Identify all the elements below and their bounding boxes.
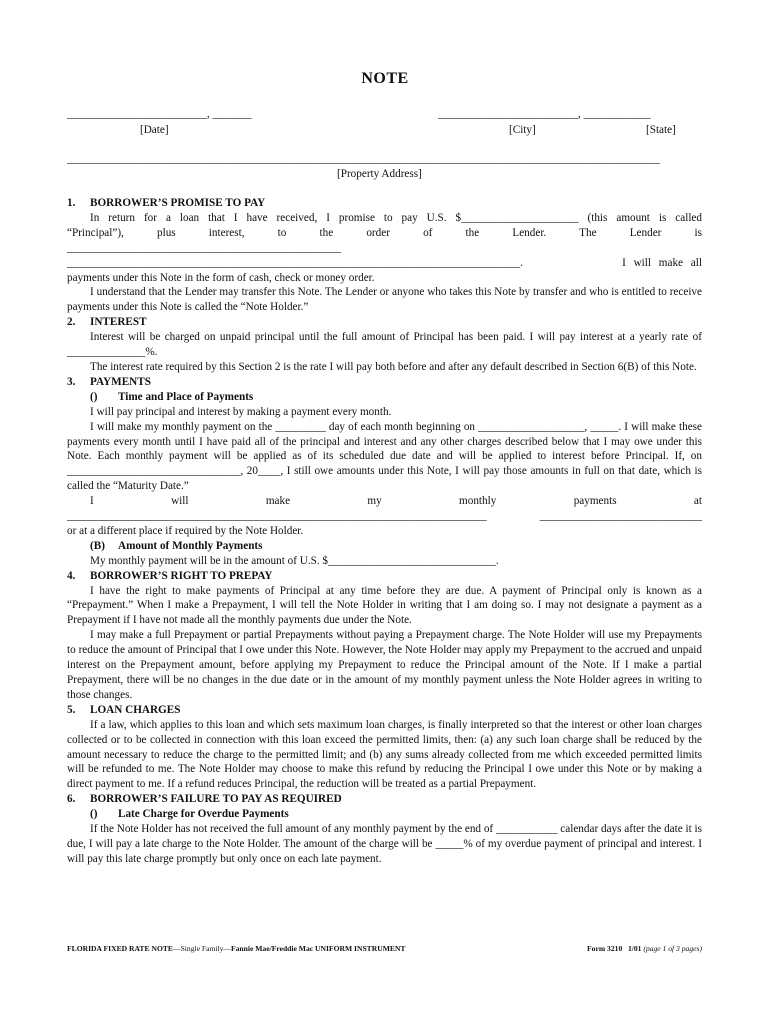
page-footer xyxy=(67,944,702,953)
section-3-paragraph-2: I will make my monthly payment on the _________ day of each month beginning on ___________________, _____. I will make these payments every month until I have paid all of the principal and interest and any other charges described below that I may owe under this Note. Each monthly payment will be applied as of its scheduled due date and will be applied to interest before Principal. If, on _______________________________, 20____, I still owe amounts under this Note, I will pay those amounts in full on that date, which is called the “Maturity Date.” xyxy=(67,420,702,493)
section-4-paragraph-1: I have the right to make payments of Principal at any time before they are due. A payment of Principal only is known as a “Prepayment.” When I make a Prepayment, I will tell the Note Holder in writing that I am doing so. I may not designate a payment as a Prepayment if I have not made all the monthly payments due under the Note. xyxy=(67,584,702,627)
section-1-line-4 xyxy=(67,256,702,271)
section-1-line-2: “Principal”), plus interest, to the order of the Lender. The Lender is xyxy=(67,226,702,239)
payment-place-blank: ___________________________________________________________________________ _____________________________ xyxy=(67,510,702,523)
section-3b-text: My monthly payment will be in the amount of U.S. $______________________________. xyxy=(90,554,499,567)
property-address-blank: __________________________________________________________________________________________________________ xyxy=(67,153,660,165)
section-3-payment-place: I will make my monthly payments at xyxy=(90,495,702,508)
state-label: [State] xyxy=(646,124,676,136)
section-5-paragraph-1: If a law, which applies to this loan and which sets maximum loan charges, is finally interpreted so that the interest or other loan charges collected or to be collected in connection with this loan exceed the permitted limits, then: (a) any such loan charge shall be reduced by the amount necessary to reduce the charge to the permitted limit; and (b) any sums already collected from me which exceeded permitted limits will be refunded to me. The Note Holder may choose to make this refund by reducing the Principal I owe under this Note or by making a direct payment to me. If a refund reduces Principal, the reduction will be treated as a partial Prepayment. xyxy=(67,718,702,791)
city-state-blank: _________________________, ____________ xyxy=(438,108,651,120)
date-label: [Date] xyxy=(140,124,169,136)
date-blank: _________________________, _______ xyxy=(67,108,252,120)
document-title: NOTE xyxy=(361,70,409,87)
section-1-line-5: payments under this Note in the form of cash, check or money order. xyxy=(67,271,375,284)
section-4-heading: 4. BORROWER’S RIGHT TO PREPAY xyxy=(67,569,273,582)
section-3-paragraph-1: I will pay principal and interest by making a payment every month. xyxy=(90,405,392,418)
section-3a-heading: () Time and Place of Payments xyxy=(90,390,254,403)
section-6-paragraph-1: If the Note Holder has not received the full amount of any monthly payment by the end of ___________ calendar days after the date it is due, I will pay a late charge to the Note Holder. The amount of the charge will be _____% of my overdue payment of principal and interest. I will pay this late charge promptly but only once on each late payment. xyxy=(67,823,702,865)
property-address-label: [Property Address] xyxy=(337,168,422,180)
section-4-paragraph-2: I may make a full Prepayment or partial Prepayments without paying a Prepayment charge. The Note Holder will use my Prepayments to reduce the amount of Principal that I owe under this Note. However, the Note Holder may apply my Prepayment to the accrued and unpaid interest on the Prepayment amount, before applying my Prepayment to reduce the Principal amount of the Note. If I make a partial Prepayment, there will be no changes in the due date or in the amount of my monthly payment unless the Note Holder agrees in writing to those changes. xyxy=(67,629,702,701)
lender-blank: _________________________________________________ xyxy=(67,241,342,254)
section-1-line-1: In return for a loan that I have received, I promise to pay U.S. $_____________________ (this amount is called xyxy=(90,211,702,224)
footer-page-count: (page 1 of 3 pages) xyxy=(643,944,702,953)
section-2-paragraph-2: The interest rate required by this Section 2 is the rate I will pay both before and after any default described in Section 6(B) of this Note. xyxy=(90,360,697,373)
section-3-paragraph-3: or at a different place if required by the Note Holder. xyxy=(67,524,304,537)
section-1-line-4-tail: I will make all xyxy=(622,256,702,269)
section-3b-heading: (B) Amount of Monthly Payments xyxy=(90,539,263,552)
footer-form-title: FLORIDA FIXED RATE NOTE—Single Family—Fannie Mae/Freddie Mac UNIFORM INSTRUMENT xyxy=(67,944,406,953)
lender-blank-continued: _________________________________________________________________________________. xyxy=(67,256,523,269)
section-2-heading: 2. INTEREST xyxy=(67,316,147,329)
section-6a-heading: () Late Charge for Overdue Payments xyxy=(90,808,289,821)
section-6-heading: 6. BORROWER’S FAILURE TO PAY AS REQUIRED xyxy=(67,793,342,806)
note-body xyxy=(67,196,702,867)
footer-form-number: Form 3210 1/01 (page 1 of 3 pages) xyxy=(587,944,702,953)
city-label: [City] xyxy=(509,124,536,136)
section-1-heading: 1. BORROWER’S PROMISE TO PAY xyxy=(67,197,266,209)
section-2-paragraph-1: Interest will be charged on unpaid principal until the full amount of Principal has been paid. I will pay interest at a yearly rate of ______________%. xyxy=(67,331,702,359)
section-3-heading: 3. PAYMENTS xyxy=(67,375,151,388)
section-1-paragraph-2: I understand that the Lender may transfer this Note. The Lender or anyone who takes this Note by transfer and who is entitled to receive payments under this Note is called the “Note Holder.” xyxy=(67,286,702,314)
section-5-heading: 5. LOAN CHARGES xyxy=(67,703,181,716)
